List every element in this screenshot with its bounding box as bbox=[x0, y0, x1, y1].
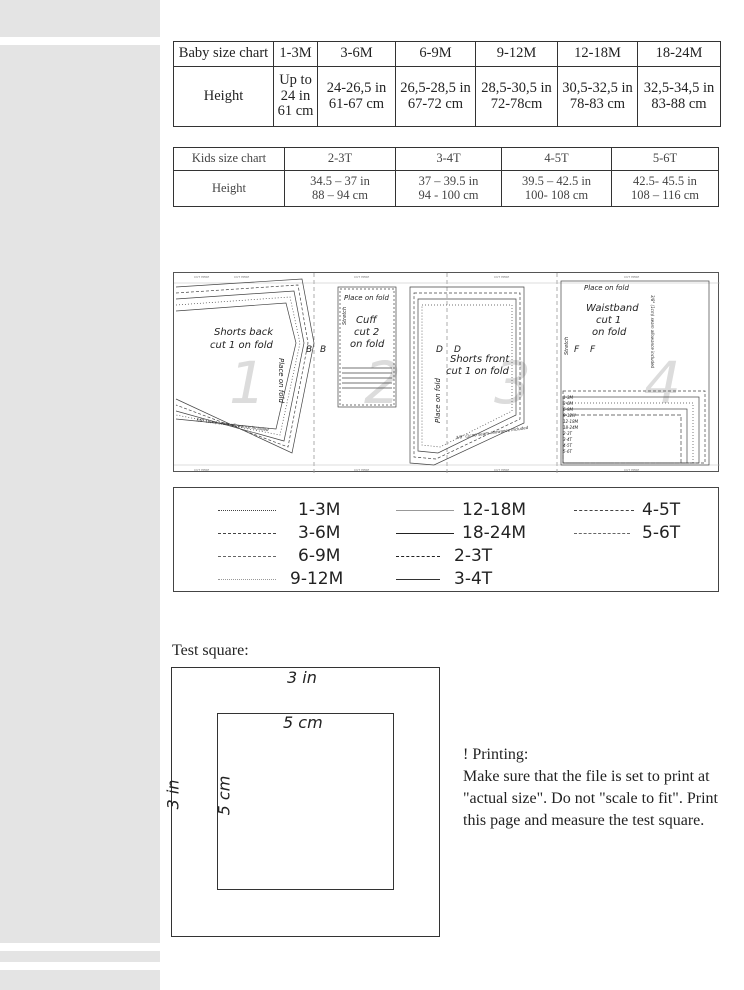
column-header: 4-5T bbox=[502, 148, 612, 171]
column-header: 18-24M bbox=[638, 42, 721, 67]
fold-label: Place on fold bbox=[584, 284, 629, 292]
legend-item bbox=[396, 500, 526, 520]
size-label: 5-6T bbox=[563, 449, 572, 454]
cell-line: 78-83 cm bbox=[569, 95, 626, 112]
cut-here-label: CUT HERE bbox=[194, 468, 210, 472]
piece-label: cut 2 bbox=[354, 327, 380, 338]
kids-size-chart bbox=[173, 147, 719, 207]
piece-label: Shorts front bbox=[450, 354, 510, 365]
piece-label: Waistband bbox=[586, 303, 639, 314]
left-margin-panel bbox=[0, 0, 160, 990]
table-cell bbox=[274, 67, 318, 127]
cell-line: 30,5-32,5 in bbox=[562, 79, 633, 96]
cell-line: 72-78cm bbox=[490, 95, 543, 112]
cell-line: 39.5 – 42.5 in bbox=[521, 173, 592, 188]
chart-title: Baby size chart bbox=[174, 42, 274, 67]
cut-here-label: CUT HERE bbox=[354, 275, 370, 279]
piece-label: Cuff bbox=[356, 315, 377, 326]
outer-square-side-label: 3 in bbox=[163, 779, 183, 810]
pattern-layout-preview bbox=[173, 272, 719, 472]
size-label: 3-4T bbox=[563, 437, 572, 442]
legend-label: 2-3T bbox=[454, 546, 493, 566]
piece-label: on fold bbox=[350, 339, 385, 350]
marker-label: F bbox=[590, 345, 596, 355]
baby-size-chart bbox=[173, 41, 721, 127]
legend-label: 12-18M bbox=[462, 500, 527, 520]
piece-label: cut 1 on fold bbox=[446, 366, 509, 377]
legend-swatch bbox=[218, 556, 276, 557]
row-label: Height bbox=[174, 67, 274, 127]
cell-line: 37 – 39.5 in bbox=[418, 173, 479, 188]
size-label: 12-18M bbox=[563, 419, 579, 424]
marker-label: B bbox=[320, 345, 327, 355]
legend-item bbox=[218, 523, 340, 543]
legend-label: 6-9M bbox=[298, 546, 341, 566]
cell-line: 42.5- 45.5 in bbox=[633, 173, 697, 188]
legend-item bbox=[218, 500, 340, 520]
cell-line: 26,5-28,5 in bbox=[400, 79, 471, 96]
legend-label: 3-4T bbox=[454, 569, 493, 589]
legend-label: 5-6T bbox=[642, 523, 681, 543]
cell-line: 24 in bbox=[280, 87, 311, 104]
table-cell bbox=[476, 67, 558, 127]
cut-here-label: CUT HERE bbox=[624, 468, 640, 472]
size-label: 9-12M bbox=[563, 413, 576, 418]
piece-label: on fold bbox=[592, 327, 627, 338]
seam-note: 3/8" (1cm) seam allowance included bbox=[650, 295, 655, 369]
cell-line: 34.5 – 37 in bbox=[310, 173, 370, 188]
test-square-5cm bbox=[217, 713, 394, 890]
legend-swatch bbox=[396, 556, 440, 557]
legend-item bbox=[218, 569, 343, 589]
legend-swatch bbox=[574, 510, 634, 511]
size-label: 3-6M bbox=[563, 401, 573, 406]
legend-swatch bbox=[218, 510, 276, 511]
seam-note: 3/8" (1cm) seam allowance included bbox=[455, 424, 529, 440]
cell-line: 83-88 cm bbox=[651, 95, 707, 112]
fold-label: Place on fold bbox=[277, 358, 285, 403]
legend-item bbox=[574, 500, 680, 520]
cell-line: Up to bbox=[279, 71, 312, 88]
legend-item bbox=[574, 523, 680, 543]
page-number: 2 bbox=[364, 349, 401, 417]
page-number: 1 bbox=[229, 349, 266, 417]
table-cell bbox=[502, 171, 612, 207]
table-cell bbox=[396, 67, 476, 127]
column-header: 12-18M bbox=[558, 42, 638, 67]
table-cell bbox=[558, 67, 638, 127]
cut-here-label: CUT HERE bbox=[234, 275, 250, 279]
column-header: 3-6M bbox=[318, 42, 396, 67]
printing-instructions bbox=[463, 744, 723, 832]
cell-line: 61 cm bbox=[277, 103, 314, 120]
chart-title: Kids size chart bbox=[174, 148, 285, 171]
cut-here-label: CUT HERE bbox=[354, 468, 370, 472]
stretch-label: Stretch bbox=[342, 306, 348, 325]
legend-swatch bbox=[396, 510, 454, 511]
table-cell bbox=[318, 67, 396, 127]
cut-here-label: CUT HERE bbox=[624, 275, 640, 279]
column-header: 2-3T bbox=[285, 148, 396, 171]
cell-line: 24-26,5 in bbox=[326, 79, 387, 96]
pattern-drawing bbox=[174, 273, 720, 473]
cut-here-label: CUT HERE bbox=[494, 275, 510, 279]
cut-here-label: CUT HERE bbox=[194, 275, 210, 279]
cell-line: 32,5-34,5 in bbox=[643, 79, 715, 96]
legend-label: 4-5T bbox=[642, 500, 681, 520]
fold-label: Place on fold bbox=[434, 378, 442, 423]
cell-line: 61-67 cm bbox=[328, 95, 385, 112]
legend-item bbox=[396, 546, 492, 566]
legend-item bbox=[396, 523, 526, 543]
table-cell bbox=[638, 67, 721, 127]
column-header: 6-9M bbox=[396, 42, 476, 67]
legend-swatch bbox=[396, 533, 454, 534]
outer-square-label: 3 in bbox=[287, 668, 317, 687]
size-label: 4-5T bbox=[563, 443, 572, 448]
column-header: 5-6T bbox=[612, 148, 719, 171]
legend-label: 9-12M bbox=[290, 569, 344, 589]
inner-square-side-label: 5 cm bbox=[214, 775, 234, 816]
legend-label: 1-3M bbox=[298, 500, 341, 520]
cell-line: 88 – 94 cm bbox=[312, 187, 368, 202]
cell-line: 67-72 cm bbox=[407, 95, 464, 112]
table-cell bbox=[612, 171, 719, 207]
cut-here-label: CUT HERE bbox=[494, 468, 510, 472]
legend-swatch bbox=[218, 533, 276, 534]
row-label: Height bbox=[174, 171, 285, 207]
cell-line: 94 - 100 cm bbox=[418, 187, 479, 202]
line-style-legend bbox=[173, 487, 719, 592]
column-header: 3-4T bbox=[396, 148, 502, 171]
margin-band bbox=[0, 37, 160, 45]
margin-band bbox=[0, 962, 160, 970]
piece-label: Shorts back bbox=[214, 327, 273, 338]
legend-item bbox=[218, 546, 340, 566]
test-square-title: Test square: bbox=[172, 642, 249, 659]
seam-note: 3/8" (1cm) seam allowance included bbox=[195, 417, 269, 433]
column-header: 1-3M bbox=[274, 42, 318, 67]
inner-square-label: 5 cm bbox=[283, 713, 323, 732]
page-number: 4 bbox=[644, 349, 681, 417]
piece-label: cut 1 bbox=[596, 315, 622, 326]
legend-item bbox=[396, 569, 492, 589]
stretch-label: Stretch bbox=[564, 336, 570, 355]
legend-label: 3-6M bbox=[298, 523, 341, 543]
column-header: 9-12M bbox=[476, 42, 558, 67]
size-label: 2-3T bbox=[563, 431, 572, 436]
cell-line: 108 – 116 cm bbox=[631, 187, 699, 202]
table-cell bbox=[285, 171, 396, 207]
margin-band bbox=[0, 943, 160, 951]
size-label: 18-24M bbox=[563, 425, 579, 430]
marker-label: B bbox=[306, 345, 313, 355]
marker-label: F bbox=[574, 345, 580, 355]
page-number: 3 bbox=[494, 349, 531, 417]
table-cell bbox=[396, 171, 502, 207]
size-label: 1-3M bbox=[563, 395, 573, 400]
waistband-size-labels bbox=[563, 395, 579, 454]
size-label: 6-9M bbox=[563, 407, 573, 412]
piece-label: cut 1 on fold bbox=[210, 340, 273, 351]
legend-label: 18-24M bbox=[462, 523, 527, 543]
printing-text: Make sure that the file is set to print at "actual size". Do not "scale to fit". Print this page and measure the test square. bbox=[463, 768, 718, 829]
cell-line: 100- 108 cm bbox=[524, 187, 589, 202]
marker-label: D bbox=[436, 345, 443, 355]
legend-swatch bbox=[218, 579, 276, 580]
legend-swatch bbox=[396, 579, 440, 580]
printing-title: ! Printing: bbox=[463, 746, 529, 763]
cell-line: 28,5-30,5 in bbox=[481, 79, 552, 96]
legend-swatch bbox=[574, 533, 630, 534]
fold-label: Place on fold bbox=[344, 294, 389, 302]
marker-label: D bbox=[454, 345, 461, 355]
